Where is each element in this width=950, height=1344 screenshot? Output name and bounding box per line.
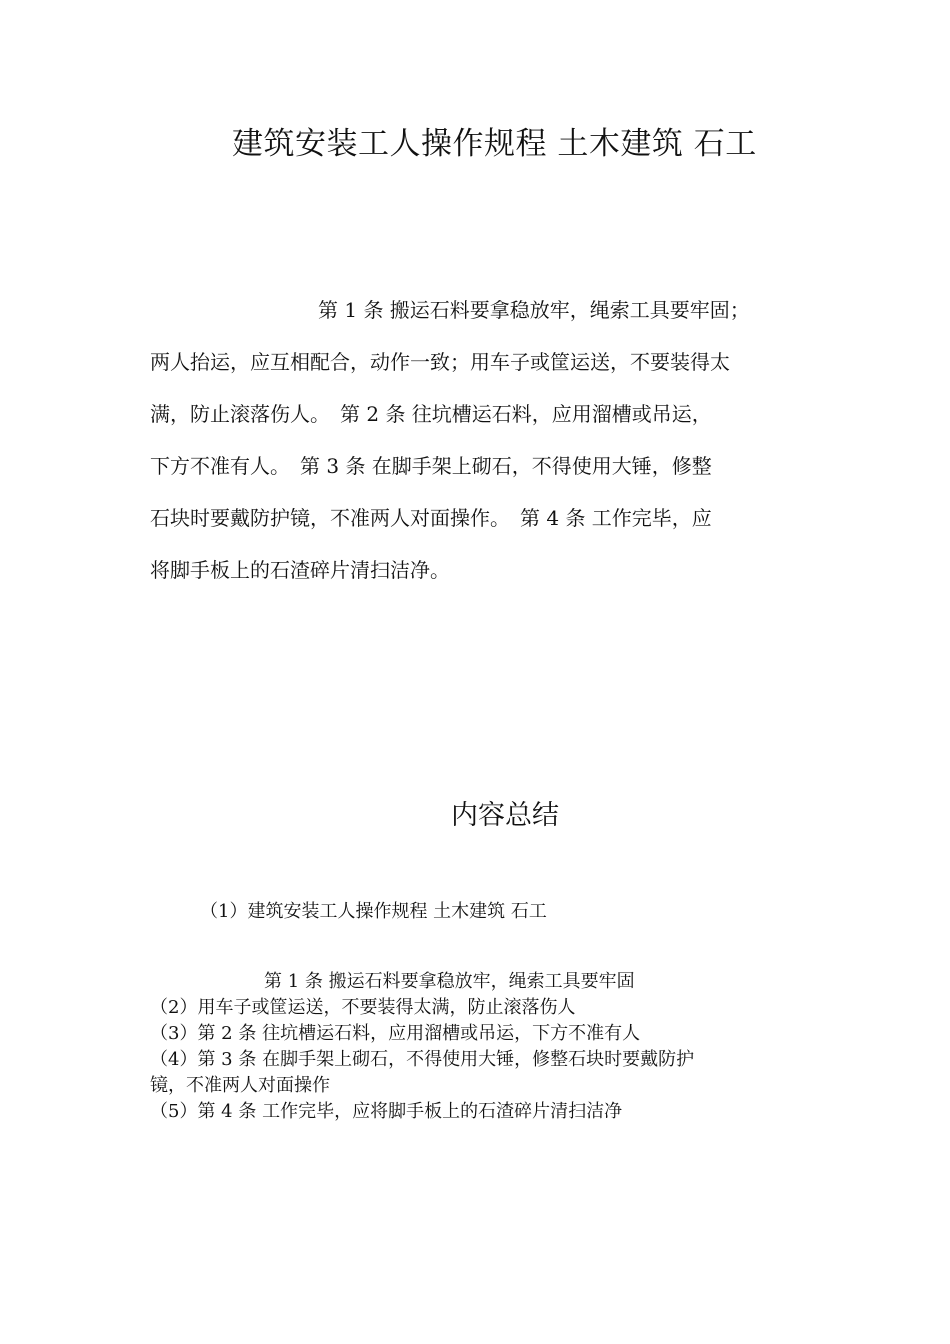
summary-line: （2）用车子或筐运送，不要装得太满，防止滚落伤人 bbox=[150, 997, 576, 1018]
body-line: 两人抬运，应互相配合，动作一致；用车子或筐运送，不要装得太 bbox=[150, 350, 730, 374]
summary-line: （3）第 2 条 往坑槽运石料，应用溜槽或吊运，下方不准有人 bbox=[150, 1023, 641, 1044]
summary-item: （1）建筑安装工人操作规程 土木建筑 石工 bbox=[200, 901, 547, 922]
summary-line: 第 1 条 搬运石料要拿稳放牢，绳索工具要牢固 bbox=[264, 971, 635, 992]
body-text bbox=[150, 290, 810, 602]
document-title: 建筑安装工人操作规程 土木建筑 石工 bbox=[232, 126, 757, 162]
body-line: 第 1 条 搬运石料要拿稳放牢，绳索工具要牢固； bbox=[318, 298, 750, 322]
summary-list bbox=[150, 969, 810, 1125]
body-line: 石块时要戴防护镜，不准两人对面操作。 第 4 条 工作完毕，应 bbox=[150, 506, 712, 530]
summary-heading: 内容总结 bbox=[451, 800, 559, 831]
summary-line: 镜，不准两人对面操作 bbox=[150, 1075, 330, 1096]
summary-line: （4）第 3 条 在脚手架上砌石，不得使用大锤，修整石块时要戴防护 bbox=[150, 1049, 695, 1070]
body-line: 将脚手板上的石渣碎片清扫洁净。 bbox=[150, 558, 450, 582]
body-line: 下方不准有人。 第 3 条 在脚手架上砌石，不得使用大锤，修整 bbox=[150, 454, 712, 478]
summary-line: （5）第 4 条 工作完毕，应将脚手板上的石渣碎片清扫洁净 bbox=[150, 1101, 623, 1122]
body-line: 满，防止滚落伤人。 第 2 条 往坑槽运石料，应用溜槽或吊运， bbox=[150, 402, 712, 426]
